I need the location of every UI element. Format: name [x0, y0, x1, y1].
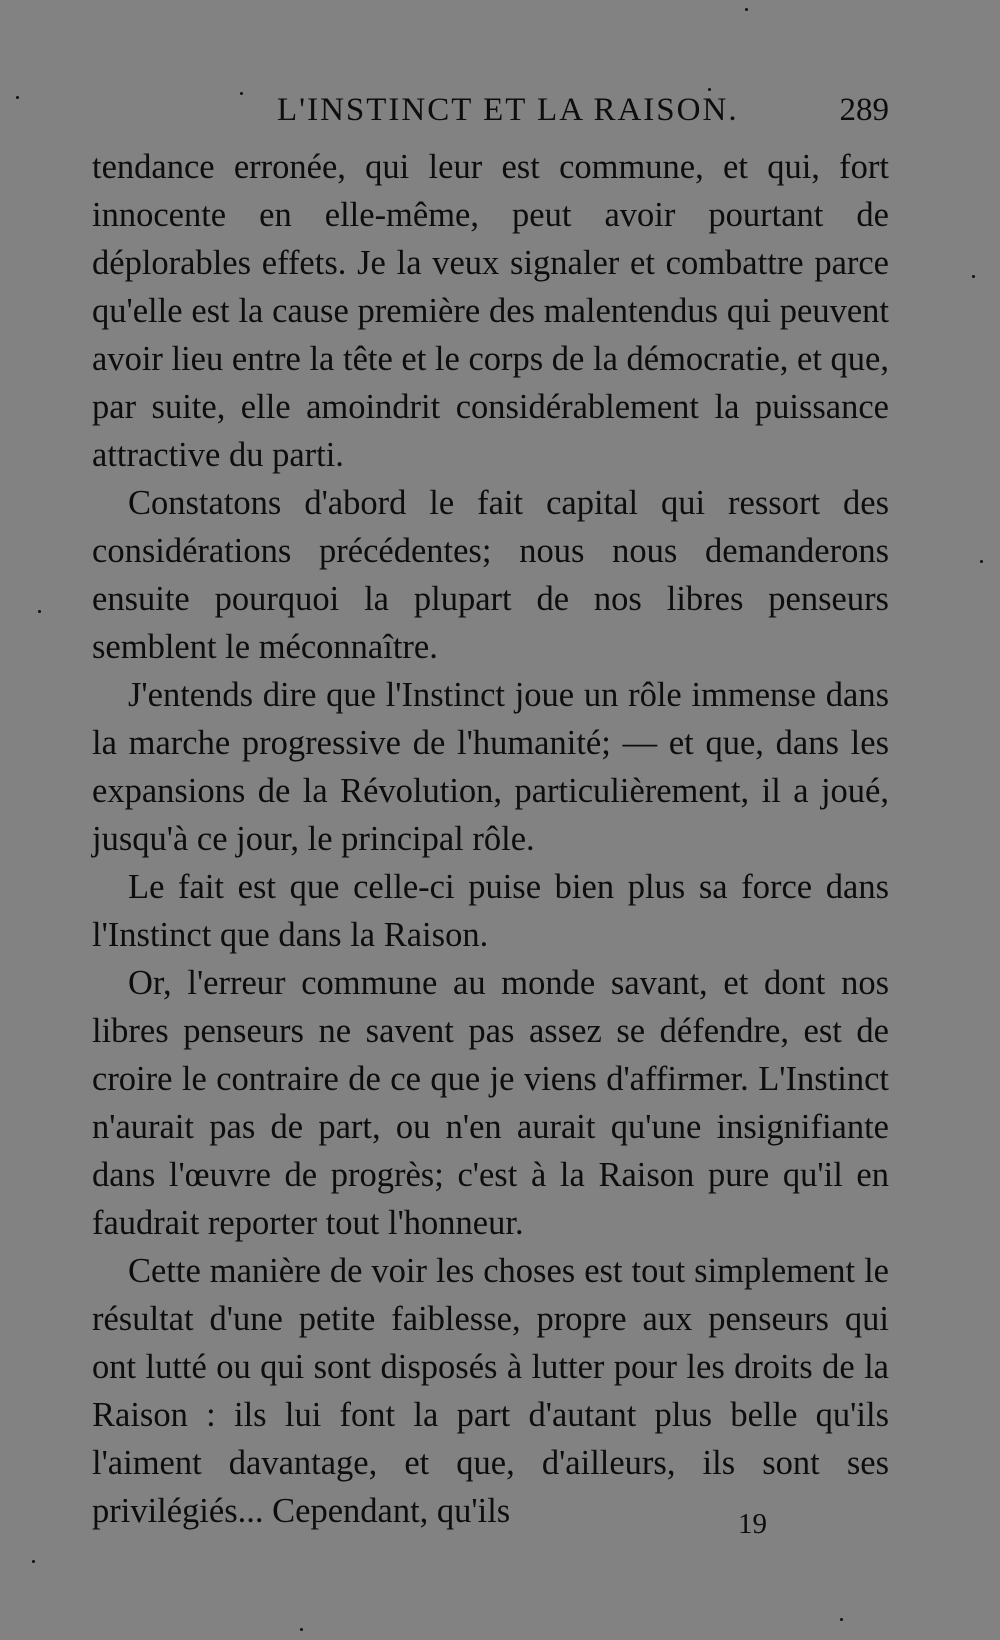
- page-header: [92, 88, 889, 132]
- print-speck: [708, 88, 711, 91]
- running-title: L'INSTINCT ET LA RAISON.: [277, 92, 739, 128]
- print-speck: [32, 1560, 35, 1563]
- print-speck: [38, 610, 41, 613]
- paragraph: tendance erronée, qui leur est commune, et qui, fort innocente en elle-même, peut avoir pourtant de déplorables effets. Je la veux signaler et combattre parce qu'elle est la cause première des malentendus qui peuvent avoir lieu entre la tête et le corps de la démocratie, et que, par suite, elle amoindrit considérablement la puissance attractive du parti.: [92, 148, 889, 474]
- paragraph: J'entends dire que l'Instinct joue un rôle immense dans la marche progressive de l'humanité; — et que, dans les expansions de la Révolution, particulièrement, il a joué, jusqu'à ce jour, le principal rôle.: [92, 676, 889, 858]
- print-speck: [16, 96, 19, 99]
- print-speck: [972, 275, 975, 278]
- print-speck: [980, 560, 983, 563]
- body-text: [92, 143, 889, 1535]
- page-number: 289: [839, 92, 889, 128]
- paragraph: Cette manière de voir les choses est tout simplement le résultat d'une petite faiblesse, propre aux penseurs qui ont lutté ou qui sont disposés à lutter pour les droits de la Raison : ils lui font la part d'autant plus belle qu'ils l'aiment davantage, et que, d'ailleurs, ils sont ses privilégiés... Cependant, qu'ils: [92, 1252, 889, 1530]
- paragraph: Le fait est que celle-ci puise bien plus sa force dans l'Instinct que dans la Raison.: [92, 868, 889, 954]
- print-speck: [300, 1628, 303, 1631]
- signature-mark: 19: [738, 1508, 767, 1540]
- print-speck: [745, 8, 748, 11]
- paragraph: Or, l'erreur commune au monde savant, et dont nos libres penseurs ne savent pas assez se défendre, est de croire le contraire de ce que je viens d'affirmer. L'Instinct n'aurait pas de part, ou n'en aurait qu'une insignifiante dans l'œuvre de progrès; c'est à la Raison pure qu'il en faudrait reporter tout l'honneur.: [92, 964, 889, 1242]
- print-speck: [240, 92, 243, 95]
- print-speck: [840, 1618, 843, 1621]
- paragraph: Constatons d'abord le fait capital qui ressort des considérations précédentes; nous nous demanderons ensuite pourquoi la plupart de nos libres penseurs semblent le méconnaître.: [92, 484, 889, 666]
